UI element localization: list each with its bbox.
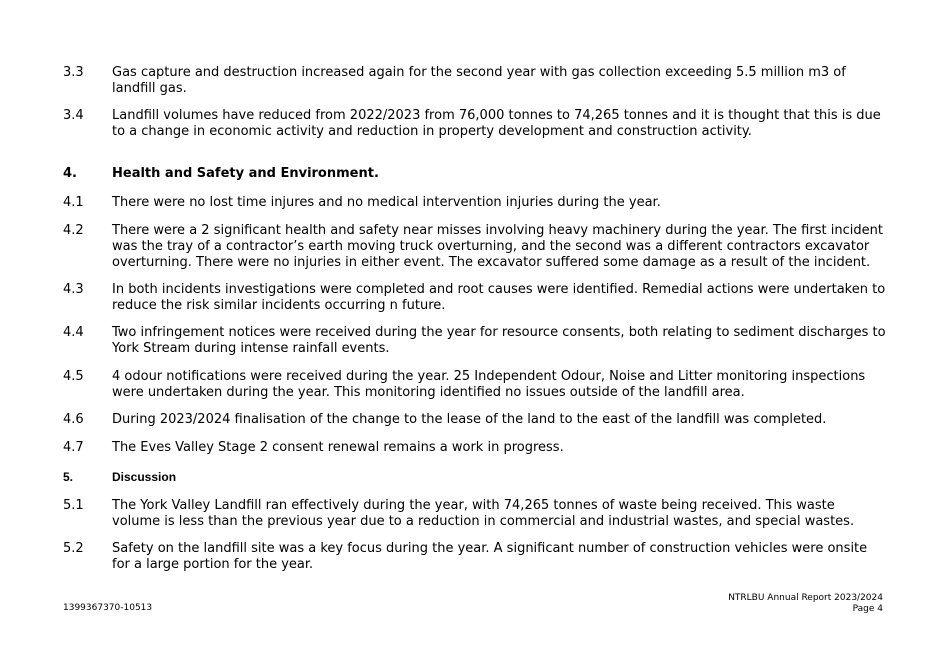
page-footer — [728, 593, 883, 615]
paragraph-text: In both incidents investigations were completed and root causes were identified. Remedial actions were undertaken to reduce the risk similar incidents occurring n future. — [112, 282, 886, 313]
paragraph-number: 5.1 — [63, 498, 84, 513]
paragraph-number: 4.3 — [63, 282, 84, 297]
paragraph-number: 3.4 — [63, 108, 84, 123]
section-title: Discussion — [112, 470, 177, 484]
page-number: Page 4 — [852, 604, 883, 614]
paragraph-text: Landfill volumes have reduced from 2022/2023 from 76,000 tonnes to 74,265 tonnes and it is thought that this is due to a change in economic activity and reduction in property development and construction activity. — [112, 108, 881, 139]
paragraph-number: 4.7 — [63, 440, 84, 455]
paragraph-number: 5.2 — [63, 541, 84, 556]
report-title: NTRLBU Annual Report 2023/2024 — [728, 593, 883, 603]
paragraph-text: There were a 2 significant health and safety near misses involving heavy machinery during the year. The first incident was the tray of a contractor’s earth moving truck overturning, and the second was a different contractors excavator overturning. There were no injuries in either event. The excavator suffered some damage as a result of the incident. — [112, 223, 883, 270]
paragraph-text: Safety on the landfill site was a key focus during the year. A significant number of construction vehicles were onsite for a large portion for the year. — [112, 541, 868, 572]
paragraph-text: 4 odour notifications were received during the year. 25 Independent Odour, Noise and Litter monitoring inspections were undertaken during the year. This monitoring identified no issues outside of the landfill area. — [112, 369, 866, 400]
paragraph-number: 4.2 — [63, 223, 84, 238]
paragraph-text: There were no lost time injures and no medical intervention injuries during the year. — [112, 195, 661, 210]
paragraph-text: The York Valley Landfill ran effectively during the year, with 74,265 tonnes of waste being received. This waste volume is less than the previous year due to a reduction in commercial and industrial wastes, and special wastes. — [112, 498, 855, 529]
paragraph-number: 4.1 — [63, 195, 84, 210]
section-number: 4. — [63, 166, 77, 181]
document-id: 1399367370-10513 — [63, 603, 153, 613]
paragraph-number: 4.5 — [63, 369, 84, 384]
section-number: 5. — [63, 470, 74, 484]
paragraph-number: 3.3 — [63, 65, 84, 80]
paragraph-number: 4.4 — [63, 325, 84, 340]
paragraph-text: Two infringement notices were received during the year for resource consents, both relating to sediment discharges to York Stream during intense rainfall events. — [112, 325, 886, 356]
section-title: Health and Safety and Environment. — [112, 166, 379, 181]
paragraph-text: The Eves Valley Stage 2 consent renewal remains a work in progress. — [112, 440, 564, 455]
paragraph-text: During 2023/2024 finalisation of the change to the lease of the land to the east of the landfill was completed. — [112, 412, 827, 427]
paragraph-number: 4.6 — [63, 412, 84, 427]
paragraph-text: Gas capture and destruction increased again for the second year with gas collection exceeding 5.5 million m3 of landfill gas. — [112, 65, 846, 96]
